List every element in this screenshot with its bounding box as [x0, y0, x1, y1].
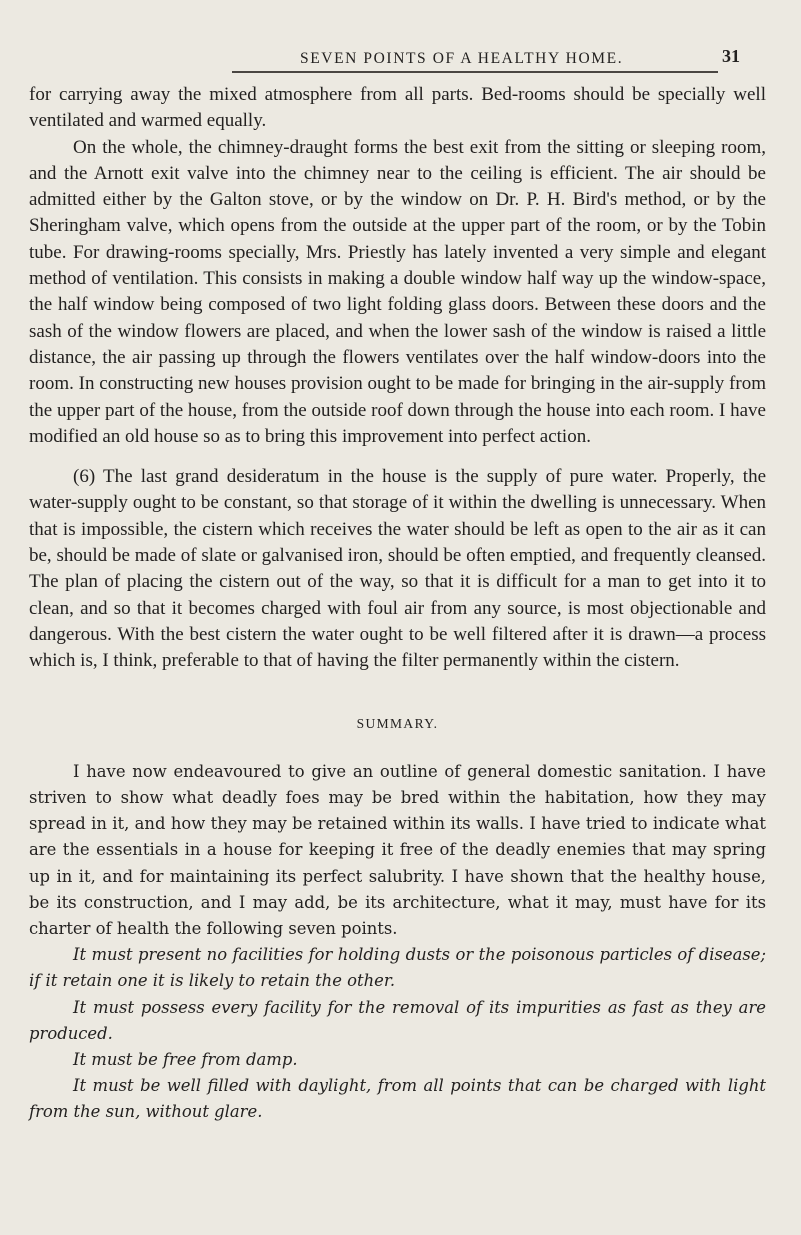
running-head: SEVEN POINTS OF A HEALTHY HOME. [300, 50, 624, 67]
paragraph-ventilation: On the whole, the chimney-draught forms the best exit from the sitting or sleeping room, and the Arnott exit valve into the chimney near to the ceiling is efficient. The air should be admitted either by the Galton stove, or by the window on Dr. P. H. Bird's method, or by the Sheringham valve, which opens from the outside at the upper part of the room, or by the Tobin tube. For drawing-rooms specially, Mrs. Priestly has lately invented a very simple and elegant method of ventilation. This consists in making a double window half way up the window-space, the half window being composed of two light folding glass doors. Between these doors and the sash of the window flowers are placed, and when the lower sash of the window is raised a little distance, the air passing up through the flowers ventilates over the half window-doors into the room. In constructing new houses provision ought to be made for bringing in the air-supply from the upper part of the house, from the outside roof down through the house into each room. I have modified an old house so as to bring this improvement into perfect action. [29, 136, 766, 447]
summary-point-3: It must be free from damp. [73, 1050, 298, 1070]
summary-point-1: It must present no facilities for holding dusts or the poisonous particles of disease; if it retain one it is likely to retain the other. [29, 945, 766, 991]
paragraph-continued: for carrying away the mixed atmosphere from all parts. Bed-rooms should be specially well ventilated and warmed equally. [29, 84, 766, 132]
summary-intro: I have now endeavoured to give an outline of general domestic sanitation. I have striven to show what deadly foes may be bred within the habitation, how they may spread in it, and how they may be retained within its walls. I have tried to indicate what are the essentials in a house for keeping it free of the deadly enemies that may spring up in it, and for maintaining its perfect salubrity. I have shown that the healthy house, be its construction, and I may add, be its architecture, what it may, must have for its charter of health the following seven points. [29, 761, 766, 939]
summary-point-2: It must possess every facility for the removal of its impurities as fast as they are produced. [29, 997, 766, 1043]
body-text [29, 82, 766, 1126]
paragraph-water-supply: (6) The last grand desideratum in the house is the supply of pure water. Properly, the water-supply ought to be constant, so that storage of it within the dwelling is unnecessary. When that is impossible, the cistern which receives the water should be left as open to the air as it can be, should be made of slate or galvanised iron, should be often emptied, and frequently cleansed. The plan of placing the cistern out of the way, so that it is difficult for a man to get into it to clean, and so that it becomes charged with foul air from any source, is most objectionable and dangerous. With the best cistern the water ought to be well filtered after it is drawn—a process which is, I think, preferable to that of having the filter permanently within the cistern. [29, 466, 766, 672]
summary-heading: SUMMARY. [356, 715, 439, 731]
page-number: 31 [722, 46, 740, 66]
page-header [0, 46, 801, 74]
header-rule [232, 71, 718, 73]
summary-point-4: It must be well filled with daylight, from all points that can be charged with light from the sun, without glare. [29, 1076, 766, 1122]
